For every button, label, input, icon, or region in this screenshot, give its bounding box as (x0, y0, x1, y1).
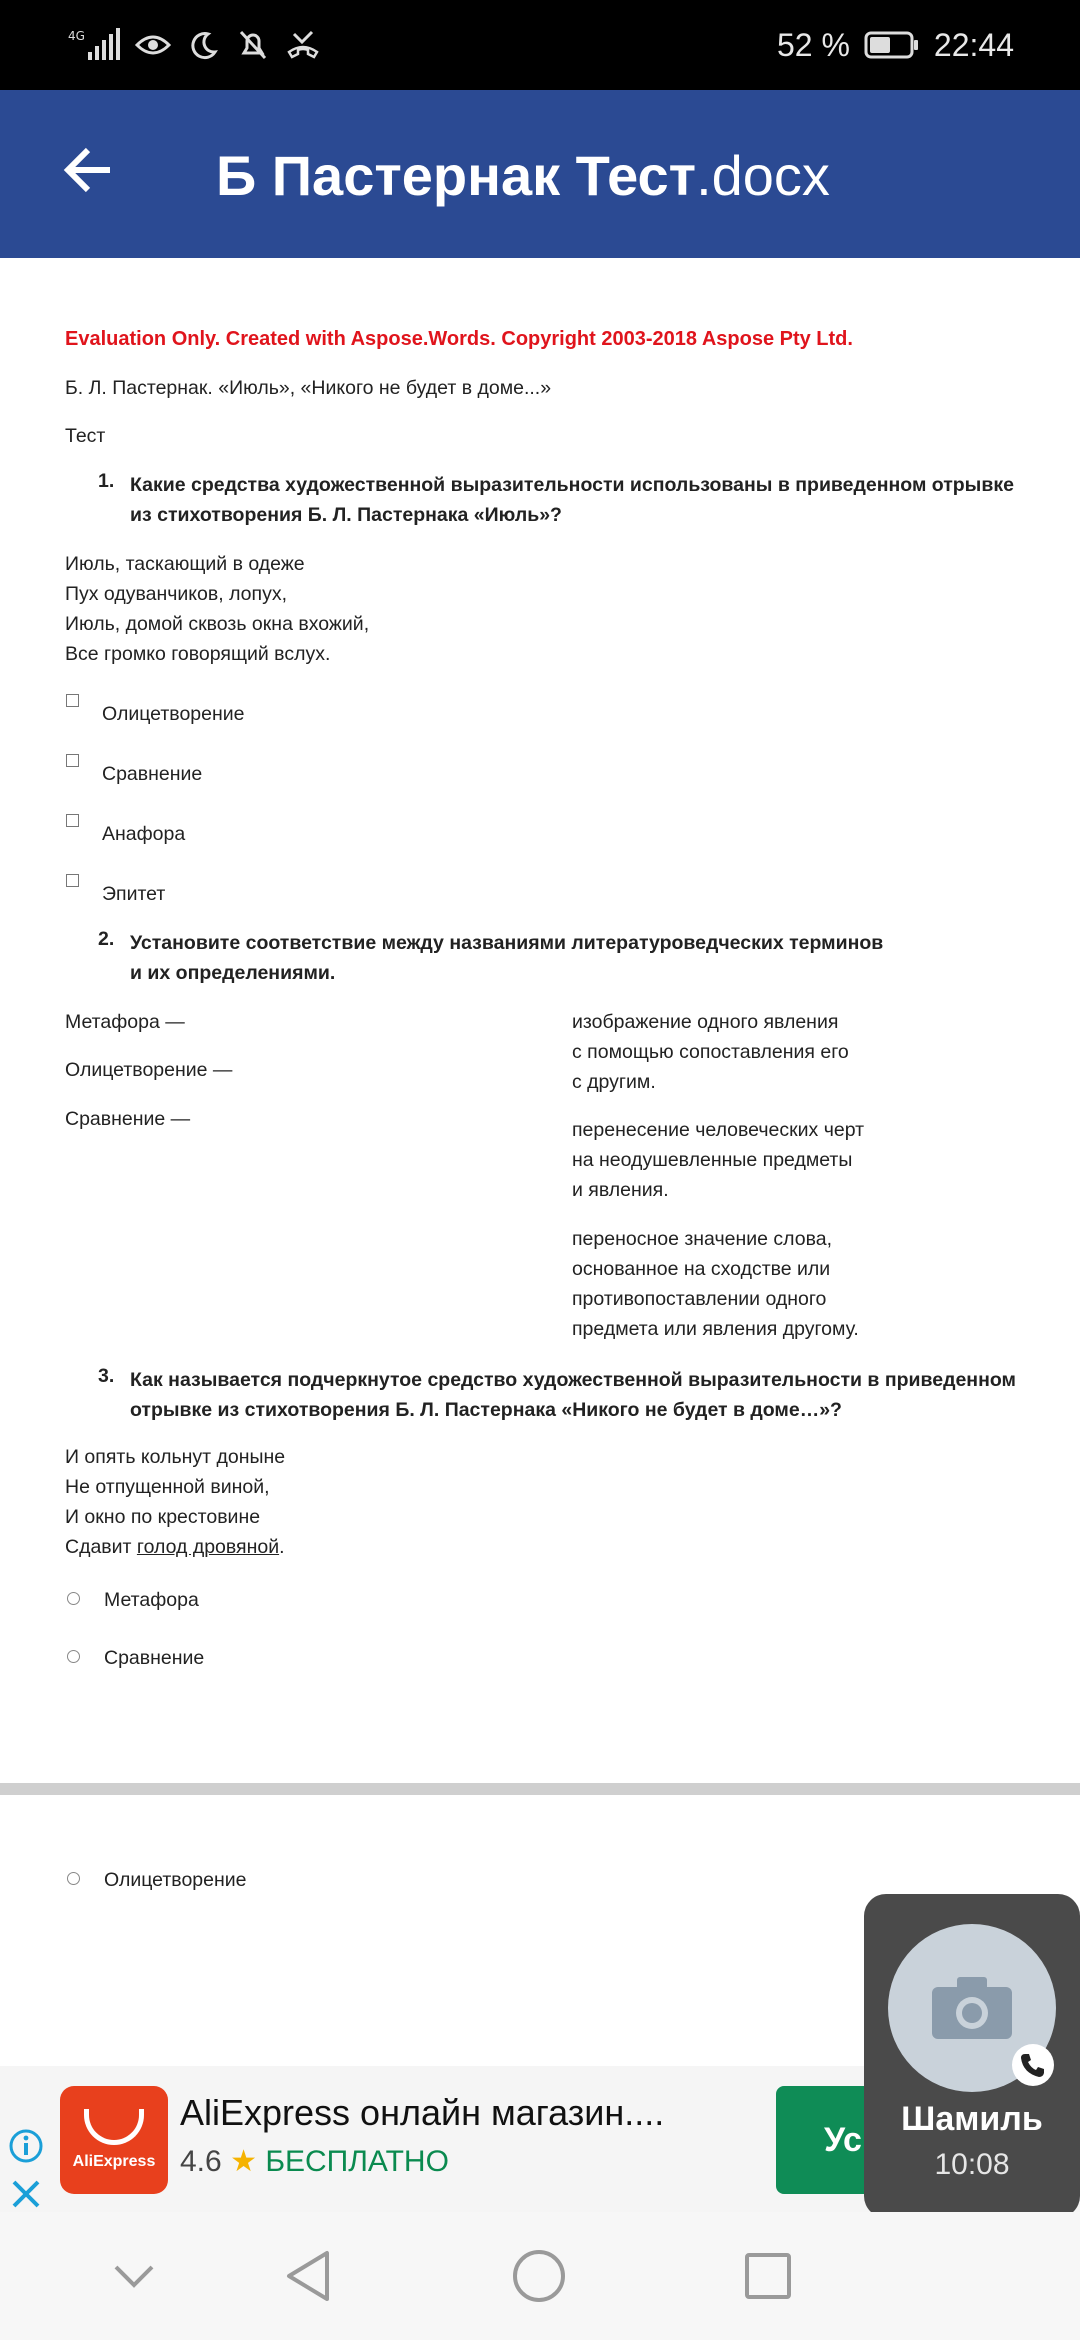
question-2-line-1: Установите соответствие между названиями литературоведческих терминов (130, 932, 884, 954)
radio[interactable] (67, 1872, 80, 1885)
nav-collapse-button[interactable] (102, 2244, 166, 2308)
definition-line: противопоставлении одного (572, 1288, 827, 1310)
term-comparison: Сравнение — (65, 1108, 191, 1130)
question-1-line-2: из стихотворения Б. Л. Пастернака «Июль»? (130, 504, 562, 526)
option-label: Эпитет (102, 883, 166, 905)
radio-option-3[interactable] (67, 1872, 80, 1885)
battery-percent: 52 % (776, 26, 850, 63)
poem-suffix: . (279, 1536, 285, 1558)
term-metaphor: Метафора — (65, 1011, 185, 1033)
definition-2 (572, 1115, 864, 1205)
test-label: Тест (65, 425, 106, 447)
square-recents-icon (743, 2251, 793, 2301)
star-icon: ★ (230, 2145, 257, 2178)
checkbox[interactable] (66, 814, 79, 827)
app-bar (0, 90, 1080, 258)
option-label: Сравнение (102, 763, 203, 785)
signal-icon (68, 26, 122, 64)
ad-rating-row (180, 2144, 449, 2179)
definition-line: предмета или явления другому. (572, 1318, 859, 1340)
navigation-bar (0, 2212, 1080, 2340)
nav-recents-button[interactable] (736, 2244, 800, 2308)
ad-install-button[interactable]: Ус (776, 2086, 936, 2194)
bell-off-icon (234, 26, 272, 64)
title-main: Б Пастернак Тест (216, 144, 697, 207)
poem-line: И опять кольнут доныне (65, 1446, 286, 1468)
question-2-line-2: и их определениями. (130, 962, 336, 984)
poem-2 (65, 1442, 285, 1562)
moon-icon (184, 26, 222, 64)
question-2-text (130, 928, 1030, 988)
back-button[interactable] (52, 134, 124, 206)
poem-line: И окно по крестовине (65, 1506, 261, 1528)
option-label: Сравнение (104, 1647, 205, 1669)
definition-line: основанное на сходстве или (572, 1258, 831, 1280)
eye-icon (134, 26, 172, 64)
ad-logo-label: AliExpress (72, 2153, 156, 2170)
checkbox-option-2[interactable] (66, 754, 79, 767)
poem-line: Все громко говорящий вслух. (65, 643, 331, 665)
ad-rating: 4.6 (180, 2145, 222, 2178)
question-1-text (130, 470, 1030, 530)
definition-line: и явления. (572, 1179, 669, 1201)
shopping-bag-icon (84, 2109, 144, 2145)
option-label: Метафора (104, 1589, 199, 1611)
definition-line: переносное значение слова, (572, 1228, 832, 1250)
checkbox-option-1[interactable] (66, 694, 79, 707)
chevron-down-icon (112, 2261, 156, 2291)
checkbox[interactable] (66, 754, 79, 767)
status-icons-left (68, 22, 322, 68)
underlined-phrase: голод дровяной (136, 1536, 280, 1558)
definition-line: на неодушевленные предметы (572, 1149, 853, 1171)
status-icons-right (777, 22, 1014, 68)
definition-3 (572, 1224, 859, 1344)
camera-icon (927, 1973, 1017, 2043)
definition-line: с другим. (572, 1071, 656, 1093)
status-bar (0, 0, 1080, 90)
term-personification: Олицетворение — (65, 1059, 233, 1081)
poem-line-last (65, 1532, 285, 1562)
doc-subtitle: Б. Л. Пастернак. «Июль», «Никого не будет в доме...» (65, 377, 552, 399)
question-3-line-2: отрывке из стихотворения Б. Л. Пастернака «Никого не будет в доме…»? (130, 1399, 842, 1421)
question-1-number: 1. (98, 470, 115, 492)
radio[interactable] (67, 1592, 80, 1605)
arrow-left-icon (60, 142, 116, 198)
nav-home-button[interactable] (507, 2244, 571, 2308)
poem-prefix: Сдавит (65, 1536, 137, 1558)
ad-close-icon[interactable] (8, 2176, 44, 2212)
question-2-number: 2. (98, 928, 115, 950)
definition-line: изображение одного явления (572, 1011, 839, 1033)
definition-1 (572, 1007, 849, 1097)
aliexpress-logo[interactable] (60, 2086, 168, 2194)
poem-line: Не отпущенной виной, (65, 1476, 270, 1498)
triangle-back-icon (283, 2249, 333, 2303)
phone-icon (1012, 2044, 1054, 2086)
radio-option-1[interactable] (67, 1592, 80, 1605)
svg-text:4G: 4G (68, 29, 85, 43)
checkbox[interactable] (66, 874, 79, 887)
question-1-line-1: Какие средства художественной выразительности использованы в приведенном отрывке (130, 474, 1014, 496)
page-separator (0, 1783, 1080, 1795)
option-label: Олицетворение (104, 1869, 247, 1891)
question-3-line-1: Как называется подчеркнутое средство художественной выразительности в приведенном (130, 1369, 1016, 1391)
radio[interactable] (67, 1650, 80, 1663)
checkbox-option-3[interactable] (66, 814, 79, 827)
ad-price: БЕСПЛАТНО (265, 2145, 449, 2178)
title-extension: .docx (696, 144, 830, 207)
option-label: Олицетворение (102, 703, 245, 725)
call-time: 10:08 (934, 2148, 1010, 2181)
checkbox[interactable] (66, 694, 79, 707)
chat-head-bubble[interactable] (864, 1894, 1080, 2218)
clock: 22:44 (933, 26, 1014, 63)
poem-1 (65, 549, 369, 669)
checkbox-option-4[interactable] (66, 874, 79, 887)
definition-line: перенесение человеческих черт (572, 1119, 865, 1141)
option-label: Анафора (102, 823, 186, 845)
question-3-text (130, 1365, 1050, 1425)
question-3-number: 3. (98, 1365, 115, 1387)
circle-home-icon (511, 2248, 567, 2304)
ad-title[interactable]: AliExpress онлайн магазин.... (180, 2092, 665, 2133)
definition-line: с помощью сопоставления его (572, 1041, 849, 1063)
contact-name: Шамиль (901, 2100, 1043, 2138)
poem-line: Пух одуванчиков, лопух, (65, 583, 287, 605)
ad-info-icon[interactable] (8, 2128, 44, 2164)
radio-option-2[interactable] (67, 1650, 80, 1663)
poem-line: Июль, домой сквозь окна вхожий, (65, 613, 370, 635)
nav-back-button[interactable] (276, 2244, 340, 2308)
missed-call-icon (284, 26, 322, 64)
watermark-notice: Evaluation Only. Created with Aspose.Words. Copyright 2003-2018 Aspose Pty Ltd. (65, 328, 853, 350)
poem-line: Июль, таскающий в одеже (65, 553, 305, 575)
battery-icon (864, 26, 920, 64)
document-title (216, 136, 830, 216)
